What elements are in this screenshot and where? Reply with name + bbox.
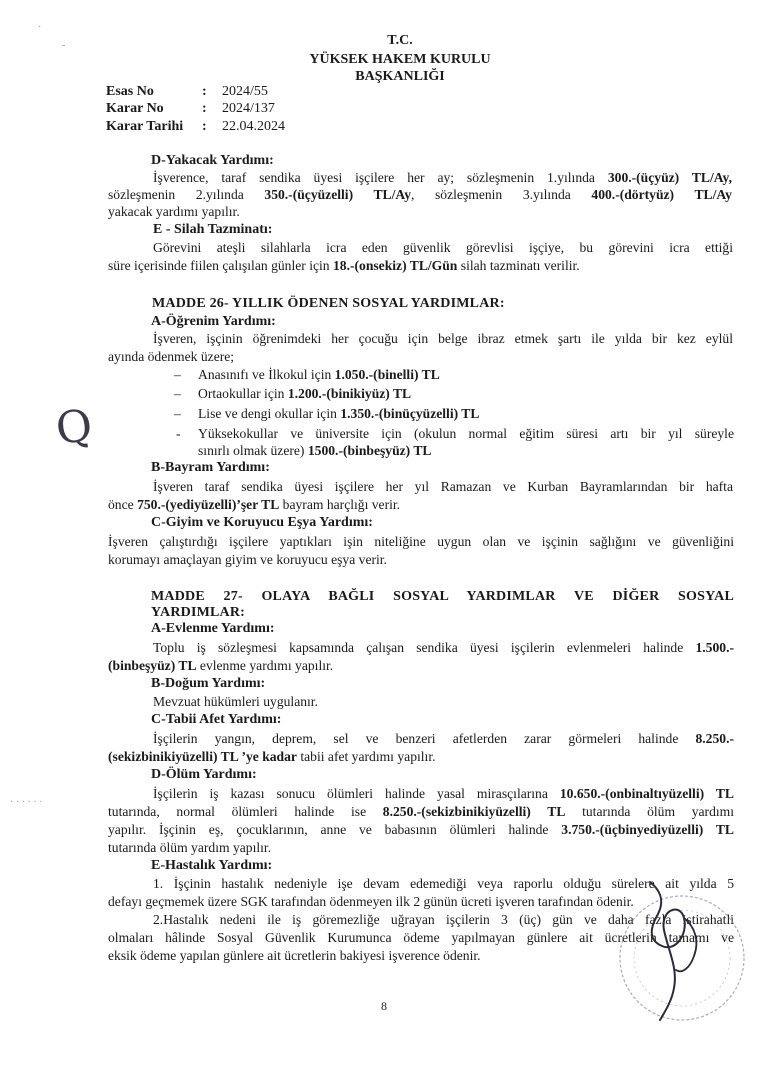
list-item: Anasınıfı ve İlkokul için 1.050.-(binelli) TL — [198, 367, 440, 382]
olum-line2: tutarında, normal ölümleri halinde ise 8.250.-(sekizbinikiyüzelli) TL tutarında ölüm yardımı — [108, 804, 734, 819]
afet-line2: (sekizbinikiyüzelli) TL ’ye kadar tabii afet yardımı yapılır. — [108, 749, 436, 764]
madde-26-title: MADDE 26- YILLIK ÖDENEN SOSYAL YARDIMLAR: — [152, 296, 505, 311]
list-dash: – — [174, 386, 181, 401]
hastalik-p1-line2: defayı geçmemek üzere SGK tarafından ödenmeyen ilk 2 günün ücreti işveren tarafından ödenir. — [108, 894, 634, 909]
madde-27-title: MADDE 27- OLAYA BAĞLI SOSYAL YARDIMLAR VE DİĞER SOSYAL — [151, 589, 734, 604]
handwritten-margin-mark: Q — [52, 399, 96, 456]
esas-no-label: Esas No — [106, 84, 154, 99]
evlenme-title: A-Evlenme Yardımı: — [151, 621, 275, 636]
list-item: Ortaokullar için 1.200.-(binikiyüz) TL — [198, 386, 412, 401]
scan-speck: - — [62, 40, 66, 51]
silah-line2: süre içerisinde fiilen çalışılan günler için 18.-(onsekiz) TL/Gün silah tazminatı verilir. — [108, 258, 580, 273]
hastalik-p1-line1: 1. İşçinin hastalık nedeniyle işe devam edemediği veya raporlu olduğu sürelere ait yılda 5 — [153, 876, 734, 891]
yakacak-line3: yakacak yardımı yapılır. — [108, 204, 240, 219]
header-tc: T.C. — [387, 33, 413, 48]
karar-no-value: 2024/137 — [222, 101, 275, 116]
header-presidency: BAŞKANLIĞI — [355, 69, 445, 84]
silah-line1: Görevini ateşli silahlarla icra eden güvenlik görevlisi işçiye, bu görevini icra ettiği — [153, 240, 733, 255]
scan-speck: · · · · · · — [10, 797, 43, 808]
karar-tarihi-value: 22.04.2024 — [222, 119, 285, 134]
bayram-title: B-Bayram Yardımı: — [151, 460, 270, 475]
dogum-line1: Mevzuat hükümleri uygulanır. — [153, 694, 318, 709]
afet-title: C-Tabii Afet Yardımı: — [151, 712, 282, 727]
yakacak-line1: İşverence, taraf sendika üyesi işçilere her ay; sözleşmenin 1.yılında 300.-(üçyüz) TL/Ay, — [153, 170, 732, 185]
karar-tarihi-label: Karar Tarihi — [106, 119, 184, 134]
evlenme-line1: Toplu iş sözleşmesi kapsamında çalışan sendika üyesi işçilerin evlenmeleri halinde 1.500.- — [153, 640, 734, 655]
olum-line1: İşçilerin iş kazası sonucu ölümleri halinde yasal mirasçılarına 10.650.-(onbinaltıyüzelli) TL — [153, 786, 734, 801]
hastalik-p2-line3: eksik ödeme yapılan günlere ait ücretlerin bakiyesi işverence ödenir. — [108, 948, 481, 963]
hastalik-p2-line1: 2.Hastalık nedeni ile iş göremezliğe uğrayan işçilerin 3 (üç) gün ve daha fazla istirahatli — [153, 912, 734, 927]
afet-line1: İşçilerin yangın, deprem, sel ve benzeri afetlerden zarar görmeleri halinde 8.250.- — [153, 731, 734, 746]
dogum-title: B-Doğum Yardımı: — [151, 676, 266, 691]
list-item: Yüksekokullar ve üniversite için (okulun normal eğitim süresi artı bir yıl süreyle — [198, 426, 734, 441]
bayram-line1: İşveren taraf sendika üyesi işçilere her yıl Ramazan ve Kurban Bayramlarından bir hafta — [153, 479, 733, 494]
yakacak-title: D-Yakacak Yardımı: — [151, 153, 274, 168]
list-item: Lise ve dengi okullar için 1.350.-(binüçyüzelli) TL — [198, 406, 480, 421]
ogrenim-title: A-Öğrenim Yardımı: — [151, 314, 276, 329]
list-item-continued: sınırlı olmak üzere) 1500.-(binbeşyüz) TL — [198, 443, 432, 458]
olum-title: D-Ölüm Yardımı: — [151, 767, 257, 782]
list-dash: – — [174, 367, 181, 382]
karar-no-label: Karar No — [106, 101, 164, 116]
giyim-line1: İşveren çalıştırdığı işçilere yaptıkları işin niteliğine uygun olan ve işçinin sağlığını ve güvenliğini — [108, 534, 734, 549]
colon: : — [202, 119, 207, 134]
olum-line3: yapılır. İşçinin eş, çocuklarının, anne ve babasının ölümleri halinde 3.750.-(üçbinyediyüzelli) TL — [108, 822, 734, 837]
ogrenim-line2: ayında ödenmek üzere; — [108, 349, 235, 364]
page-number: 8 — [381, 999, 387, 1013]
bayram-line2: önce 750.-(yediyüzelli)’şer TL bayram harçlığı verir. — [108, 497, 401, 512]
giyim-title: C-Giyim ve Koruyucu Eşya Yardımı: — [151, 515, 373, 530]
silah-title: E - Silah Tazminatı: — [153, 222, 273, 237]
giyim-line2: korumayı amaçlayan giyim ve koruyucu eşya verir. — [108, 552, 387, 567]
olum-line4: tutarında ölüm yardım yapılır. — [108, 840, 272, 855]
seal-stamp-with-signature — [590, 870, 760, 1040]
evlenme-line2: (binbeşyüz) TL evlenme yardımı yapılır. — [108, 658, 334, 673]
list-dash: – — [174, 406, 181, 421]
scan-speck: · — [38, 22, 42, 33]
madde-27-title-cont: YARDIMLAR: — [151, 605, 246, 620]
esas-no-value: 2024/55 — [222, 84, 268, 99]
header-institution: YÜKSEK HAKEM KURULU — [309, 52, 491, 67]
hastalik-p2-line2: olmaları hâlinde Sosyal Güvenlik Kurumunca ödeme yapılmayan günlere ait ücretlerin tamamı ve — [108, 930, 734, 945]
colon: : — [202, 84, 207, 99]
list-dash: - — [176, 426, 181, 441]
ogrenim-line1: İşveren, işçinin öğrenimdeki her çocuğu için belge ibraz etmek şartı ile yılda bir kez eylül — [153, 331, 733, 346]
yakacak-line2: sözleşmenin 2.yılında 350.-(üçyüzelli) TL/Ay, sözleşmenin 3.yılında 400.-(dörtyüz) TL/Ay — [108, 187, 732, 202]
colon: : — [202, 101, 207, 116]
hastalik-title: E-Hastalık Yardımı: — [151, 858, 273, 873]
